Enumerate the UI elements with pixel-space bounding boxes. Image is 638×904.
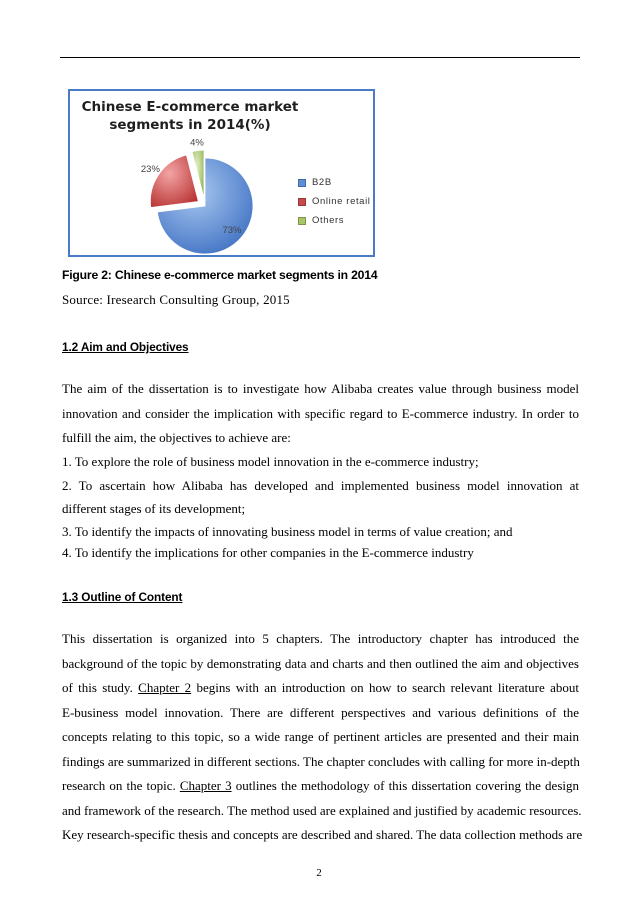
- legend-label-b2b: B2B: [312, 177, 332, 188]
- outline-paragraph-line: concepts relating to this topic, so a wide range of pertinent articles are presented and their main: [62, 729, 579, 744]
- objective-item: 4. To identify the implications for other companies in the E-commerce industry: [62, 545, 474, 560]
- outline-text: begins with an introduction on how to search relevant literature about: [191, 680, 579, 695]
- aim-paragraph-line: The aim of the dissertation is to investigate how Alibaba creates value through business model: [62, 381, 579, 396]
- legend-item-b2b: [298, 173, 371, 192]
- outline-paragraph-line: and framework of the research. The method used are explained and justified by academic resources.: [62, 803, 582, 818]
- pie-chart: [68, 89, 375, 257]
- outline-paragraph-line: background of the topic by demonstrating data and charts and then outlined the aim and objectives: [62, 656, 579, 671]
- chart-title-line-1: Chinese E-commerce market: [81, 99, 299, 115]
- objective-item-continued: different stages of its development;: [62, 501, 246, 516]
- legend-swatch-b2b: [298, 179, 306, 187]
- outline-text: outlines the methodology of this dissertation covering the design: [231, 778, 579, 793]
- section-heading-aim: 1.2 Aim and Objectives: [62, 340, 189, 354]
- chart-title-line-2: segments in 2014(%): [109, 117, 271, 133]
- legend-item-others: [298, 211, 371, 230]
- outline-text: of this study.: [62, 680, 139, 695]
- header-rule: [60, 57, 580, 58]
- outline-paragraph-line: [62, 778, 579, 794]
- outline-paragraph-line: [62, 680, 579, 696]
- outline-paragraph-line: This dissertation is organized into 5 chapters. The introductory chapter has introduced the: [62, 631, 579, 646]
- legend-swatch-others: [298, 217, 306, 225]
- outline-paragraph-line: findings are summarized in different sections. The chapter concludes with calling for more in-depth: [62, 754, 580, 769]
- objective-item: 1. To explore the role of business model innovation in the e-commerce industry;: [62, 454, 479, 469]
- section-heading-outline: 1.3 Outline of Content: [62, 590, 183, 604]
- pie-slice-online-retail: [150, 155, 198, 208]
- pie-label-online-retail: 23%: [140, 163, 160, 175]
- legend-label-others: Others: [312, 215, 345, 226]
- figure-caption: Figure 2: Chinese e-commerce market segments in 2014: [62, 268, 378, 282]
- aim-paragraph-line: innovation and consider the implication with specific regard to E-commerce industry. In order to: [62, 406, 579, 421]
- pie-label-others: 4%: [190, 137, 204, 149]
- objective-item: 2. To ascertain how Alibaba has developed and implemented business model innovation at: [62, 478, 579, 493]
- chapter-2-link[interactable]: Chapter 2: [138, 680, 192, 695]
- aim-paragraph-line: fulfill the aim, the objectives to achieve are:: [62, 430, 291, 445]
- legend-item-online-retail: [298, 192, 371, 211]
- objective-item: 3. To identify the impacts of innovating business model in terms of value creation; and: [62, 524, 513, 539]
- pie-label-b2b: 73%: [222, 224, 242, 236]
- legend-label-online-retail: Online retail: [312, 196, 371, 207]
- outline-text: research on the topic.: [62, 778, 180, 793]
- chapter-3-link[interactable]: Chapter 3: [179, 778, 232, 793]
- chart-legend: [298, 173, 371, 230]
- figure-source: Source: Iresearch Consulting Group, 2015: [62, 292, 290, 307]
- page-number: 2: [316, 867, 322, 879]
- legend-swatch-online-retail: [298, 198, 306, 206]
- outline-paragraph-line: E-business model innovation. There are different perspectives and various definitions of the: [62, 705, 579, 720]
- outline-paragraph-line: Key research-specific thesis and concepts are described and shared. The data collection methods are: [62, 827, 583, 842]
